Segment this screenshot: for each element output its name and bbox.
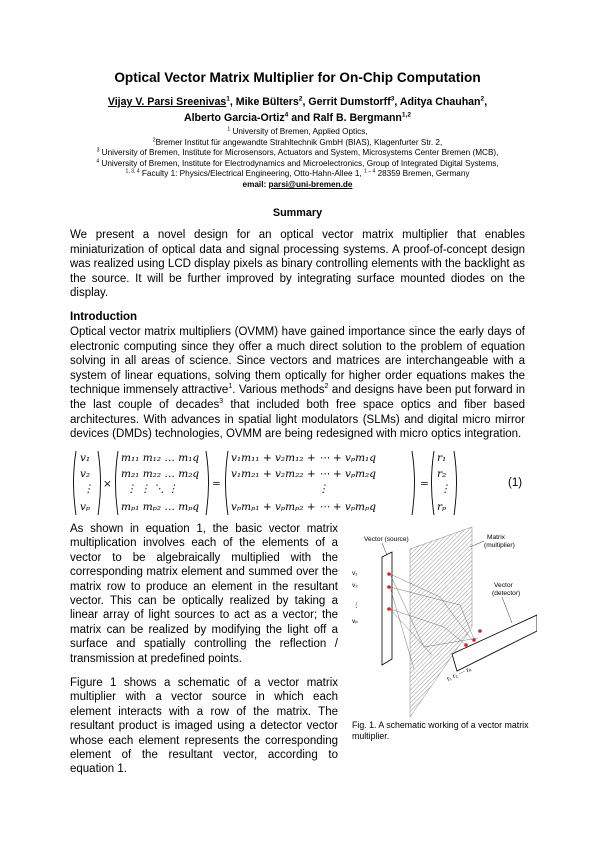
- affiliation-line: $^1$ University of Bremen, Applied Optics,: [227, 126, 368, 136]
- result-row: ⋮: [318, 483, 329, 495]
- label-vector-detector-sub: (detector): [492, 590, 521, 597]
- matrix-plane: [410, 527, 472, 717]
- matrix-row: ⋮ ⋮ ⋱ ⋮: [126, 483, 179, 495]
- email-line: email: parsi@uni-bremen.de: [242, 179, 353, 189]
- author-name: Mike Bülters: [235, 96, 299, 108]
- author-affil-sup: 1: [226, 95, 230, 103]
- equals-sign: =: [212, 478, 221, 490]
- introduction-heading: Introduction: [70, 311, 138, 323]
- citation-ref: 2: [324, 382, 329, 391]
- equation-number: (1): [508, 477, 523, 489]
- author-name: Gerrit Dumstorff: [308, 96, 391, 108]
- vector-v-element: vₚ: [80, 501, 91, 513]
- bracket: [206, 451, 209, 515]
- matrix-row: m₁₁ m₁₂ … m₁q: [121, 452, 200, 464]
- bracket: [412, 451, 415, 515]
- affiliation-line: $^2$Bremer Institut für angewandte Strahltechnik GmbH (BIAS), Klagenfurter Str. 2,: [152, 136, 443, 147]
- vector-r-element: ⋮: [440, 483, 451, 495]
- v-label: v₁: [352, 570, 358, 577]
- bracket: [98, 451, 101, 515]
- bracket: [226, 451, 229, 515]
- result-row: vₚmₚ₁ + vₚmₚ₂ + ⋯ + vₚmₚq: [231, 501, 376, 513]
- bracket: [116, 451, 119, 515]
- affiliation-line: $^{1, 3, 4}$ Faculty 1: Physics/Electrical Engineering, Otto-Hahn-Allee 1, $^{1 - 4}$ 28359 Bremen, Germany: [125, 168, 470, 179]
- label-vector-source: Vector (source): [364, 536, 409, 543]
- vector-r-element: r₁: [437, 452, 447, 464]
- vector-v-element: v₁: [80, 452, 91, 464]
- author-name: Vijay V. Parsi Sreenivas: [107, 96, 227, 108]
- figure-caption: Fig. 1. A schematic working of a vector matrix multiplier.: [352, 720, 529, 741]
- equals-sign: =: [420, 478, 429, 490]
- affiliations: [40, 127, 555, 191]
- author-name: Ralf B. Bergmann: [313, 112, 402, 124]
- v-label: v₂: [352, 582, 358, 589]
- email-link[interactable]: parsi@uni-bremen.de: [268, 179, 353, 189]
- affiliation-line: $^3$ University of Bremen, Institute for Microsensors, Actuators and System, Microsystems Center Bremen (MCB),: [96, 147, 499, 158]
- body-paragraph: As shown in equation 1, the basic vector matrix multiplication involves each of the elements of a vector to be algebraically multiplied with the corresponding matrix element and summed over the matrix row to produce an element in the resultant vector. This can be optically realized by taking a linear array of light sources to act as a vector; the matrix can be realized by modifying the light off a surface and spatially controlling the reflection / transmission at predefined points.: [70, 523, 338, 665]
- author-list: Vijay V. Parsi Sreenivas$^1$, Mike Bülters$^2$, Gerrit Dumstorff$^3$, Aditya Chauhan$^2$, Alberto Garcia-Ortiz$^4$ and Ralf B. Bergmann$^{1,2}$: [107, 95, 488, 124]
- label-vector-detector: Vector: [494, 582, 513, 589]
- bracket: [74, 451, 77, 515]
- r-labels: r₁ r₂ ⋯ rₚ: [445, 665, 473, 683]
- bracket: [432, 451, 435, 515]
- figure-1-schematic: [352, 519, 537, 719]
- vector-r-element: r₂: [437, 468, 447, 480]
- matrix-row: m₂₁ m₂₂ … m₂q: [121, 468, 200, 480]
- matrix-row: mₚ₁ mₚ₂ … mₚq: [121, 501, 200, 513]
- author-name: Alberto Garcia-Ortiz: [183, 112, 285, 124]
- label-matrix-sub: (multiplier): [484, 542, 515, 549]
- v-label: ⋮: [353, 602, 360, 609]
- vector-v-element: ⋮: [83, 483, 94, 495]
- citation-ref: 1: [228, 382, 233, 391]
- v-label: vₚ: [352, 618, 359, 625]
- summary-heading: Summary: [272, 207, 323, 219]
- body-paragraph: Figure 1 shows a schematic of a vector matrix multiplier with a vector source in which each element interacts with a row of the matrix. The resultant product is imaged using a detector vector whose each element represents the corresponding element of the resultant vector, according to equation 1.: [70, 677, 338, 776]
- paper-title: Optical Vector Matrix Multiplier for On-Chip Computation: [114, 70, 481, 85]
- author-name: Aditya Chauhan: [399, 96, 481, 108]
- label-matrix: Matrix: [487, 534, 505, 541]
- bracket: [454, 451, 457, 515]
- equation-1: [70, 448, 505, 518]
- vector-v-element: v₂: [80, 468, 91, 480]
- times-sign: ×: [103, 478, 112, 490]
- vector-r-element: rₚ: [437, 501, 447, 513]
- summary-text: We present a novel design for an optical vector matrix multiplier that enables miniaturization of optical data and signal processing systems. A proof-of-concept design was realized using LCD display pixels as binary controlling elements with the backlight as the source. It will be further improved by integrating surface mounted diodes on the display.: [70, 229, 525, 300]
- citation-ref: 3: [219, 397, 224, 406]
- affiliation-line: $^4$ University of Bremen, Institute for Electrodynamics and Microelectronics, Group of Integrated Digital Systems,: [96, 158, 499, 168]
- result-row: v₁m₂₁ + v₂m₂₂ + ⋯ + vₚm₂q: [231, 468, 376, 480]
- introduction-paragraph: Optical vector matrix multipliers (OVMM) have gained importance since the early days of electronic computing since they offer a much direct solution to the problem of equation solving in all areas of science. Since vectors and matrices are interchangeable with a system of linear equations, solving them optically for higher order equations makes the technique immensely attractive$^1$. Various methods$^2$ and designs have been put forward in the last couple of decades$^3$ that included both free space optics and fiber based architectures. With advances in spatial light modulators (SLMs) and digital micro mirror devices (DMDs) technologies, OVMM are being redesigned with micro optics integration.: [70, 326, 525, 441]
- result-row: v₁m₁₁ + v₂m₁₂ + ⋯ + vₚm₁q: [231, 452, 376, 464]
